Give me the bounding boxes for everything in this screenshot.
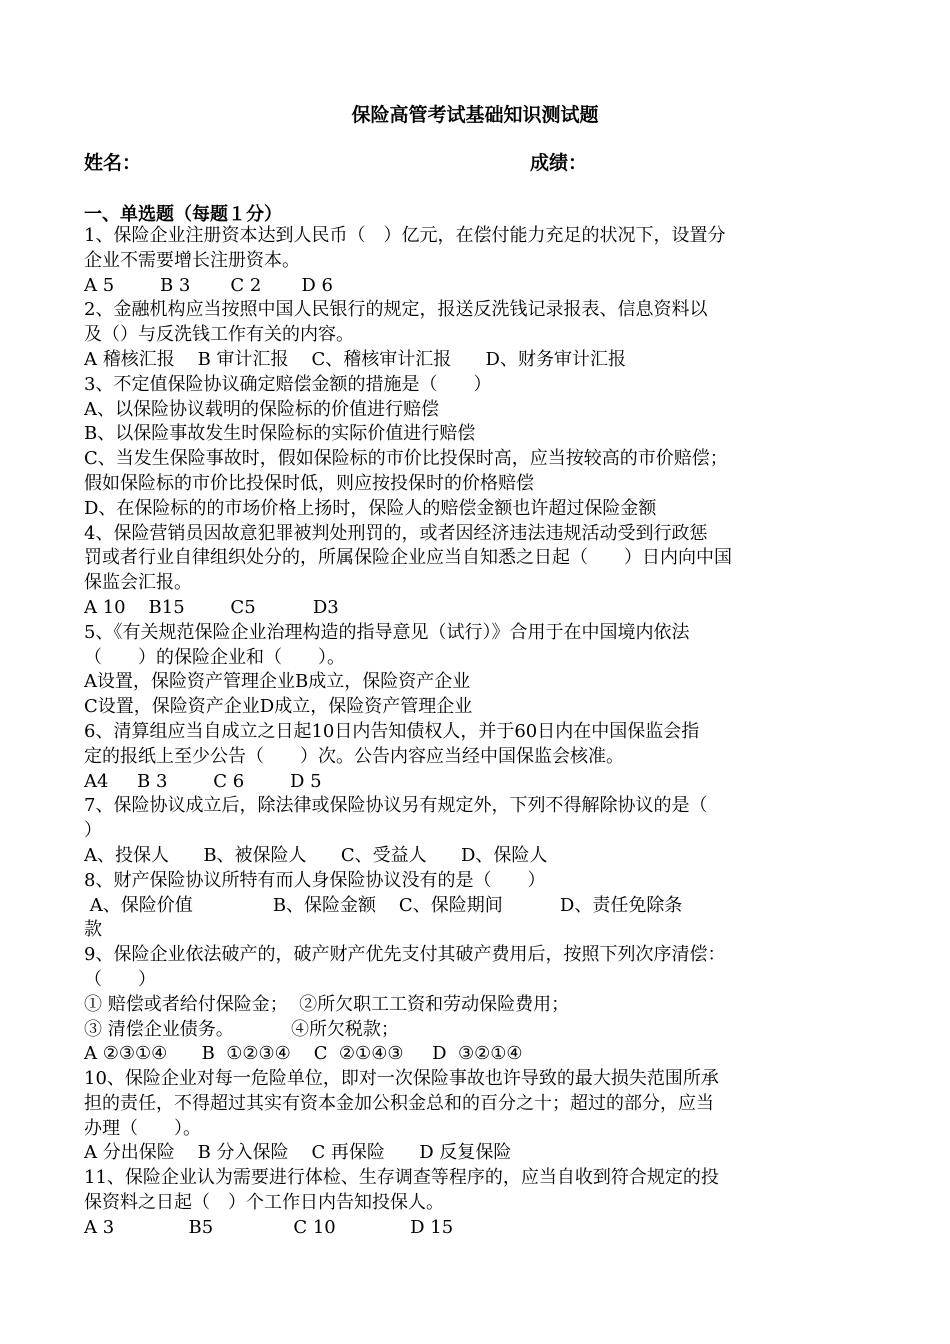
text-line: ）	[84, 820, 102, 842]
text-line: A 10 B15 C5 D3	[84, 596, 339, 618]
name-label: 姓名：	[84, 152, 142, 174]
text-line: 假如保险标的市价比投保时低，则应按投保时的价格赔偿	[84, 472, 534, 494]
text-line: A、保险价值 B、保险金额 C、保险期间 D、责任免除条	[84, 894, 683, 916]
text-line: 5、《有关规范保险企业治理构造的指导意见（试行）》合用于在中国境内依法	[84, 621, 690, 643]
text-line: 7、保险协议成立后，除法律或保险协议另有规定外，下列不得解除协议的是（	[84, 795, 708, 817]
text-line: 4、保险营销员因故意犯罪被判处刑罚的，或者因经济违法违规活动受到行政惩	[84, 522, 708, 544]
text-line: C设置，保险资产企业D成立，保险资产管理企业	[84, 696, 473, 718]
text-line: A 分出保险 B 分入保险 C 再保险 D 反复保险	[84, 1142, 512, 1164]
text-line: A、以保险协议载明的保险标的价值进行赔偿	[84, 398, 439, 420]
text-line: ① 赔偿或者给付保险金； ②所欠职工工资和劳动保险费用；	[84, 993, 570, 1015]
text-line: 6、清算组应当自成立之日起10日内告知债权人，并于60日内在中国保监会指	[84, 720, 700, 742]
text-line: C、当发生保险事故时，假如保险标的市价比投保时高，应当按较高的市价赔偿；	[84, 448, 728, 470]
text-line: A、投保人 B、被保险人 C、受益人 D、保险人	[84, 844, 548, 866]
document-title: 保险高管考试基础知识测试题	[351, 104, 599, 126]
section-title: 一、单选题（每题１分）	[84, 204, 282, 225]
text-line: 定的报纸上至少公告（ ）次。公告内容应当经中国保监会核准。	[84, 745, 624, 767]
text-line: A4 B 3 C 6 D 5	[84, 770, 322, 792]
question-list	[84, 224, 874, 1241]
text-line: 1、保险企业注册资本达到人民币（ ）亿元，在偿付能力充足的状况下，设置分	[84, 225, 726, 246]
text-line: A 3 B5 C 10 D 15	[84, 1216, 454, 1238]
text-line: 2、金融机构应当按照中国人民银行的规定，报送反洗钱记录报表、信息资料以	[84, 299, 708, 321]
text-line: D、在保险标的的市场价格上扬时，保险人的赔偿金额也许超过保险金额	[84, 497, 657, 519]
text-line: ③ 清偿企业债务。 ④所欠税款；	[84, 1018, 399, 1040]
text-line: （ ）	[84, 968, 156, 990]
score-label: 成绩：	[530, 152, 588, 174]
text-line: （ ）的保险企业和（ ）。	[84, 646, 345, 668]
text-line: 保资料之日起（ ）个工作日内告知投保人。	[84, 1192, 444, 1214]
text-line: A设置，保险资产管理企业B成立，保险资产企业	[84, 671, 471, 693]
text-line: 企业不需要增长注册资本。	[84, 249, 300, 271]
text-line: 3、不定值保险协议确定赔偿金额的措施是（ ）	[84, 373, 492, 395]
text-line: A 5 B 3 C 2 D 6	[84, 274, 334, 296]
text-line: 罚或者行业自律组织处分的，所属保险企业应当自知悉之日起（ ）日内向中国	[84, 547, 732, 569]
text-line: 及（）与反洗钱工作有关的内容。	[84, 324, 354, 346]
text-line: 保监会汇报。	[84, 572, 192, 594]
text-line: 担的责任，不得超过其实有资本金加公积金总和的百分之十；超过的部分，应当	[84, 1092, 714, 1114]
text-line: B、以保险事故发生时保险标的实际价值进行赔偿	[84, 423, 476, 445]
text-line: 款	[84, 919, 102, 941]
text-line: 10、保险企业对每一危险单位，即对一次保险事故也许导致的最大损失范围所承	[84, 1068, 719, 1090]
text-line: 11、保险企业认为需要进行体检、生存调查等程序的，应当自收到符合规定的投	[84, 1167, 719, 1189]
text-line: A ②③①④ B ①②③④ C ②①④③ D ③②①④	[84, 1043, 523, 1065]
text-line: A 稽核汇报 B 审计汇报 C、稽核审计汇报 D、财务审计汇报	[84, 348, 626, 370]
text-line: 9、保险企业依法破产的，破产财产优先支付其破产费用后，按照下列次序清偿：	[84, 944, 726, 966]
text-line: 办理（ ）。	[84, 1117, 201, 1139]
text-line: 8、财产保险协议所特有而人身保险协议没有的是（ ）	[84, 869, 546, 891]
